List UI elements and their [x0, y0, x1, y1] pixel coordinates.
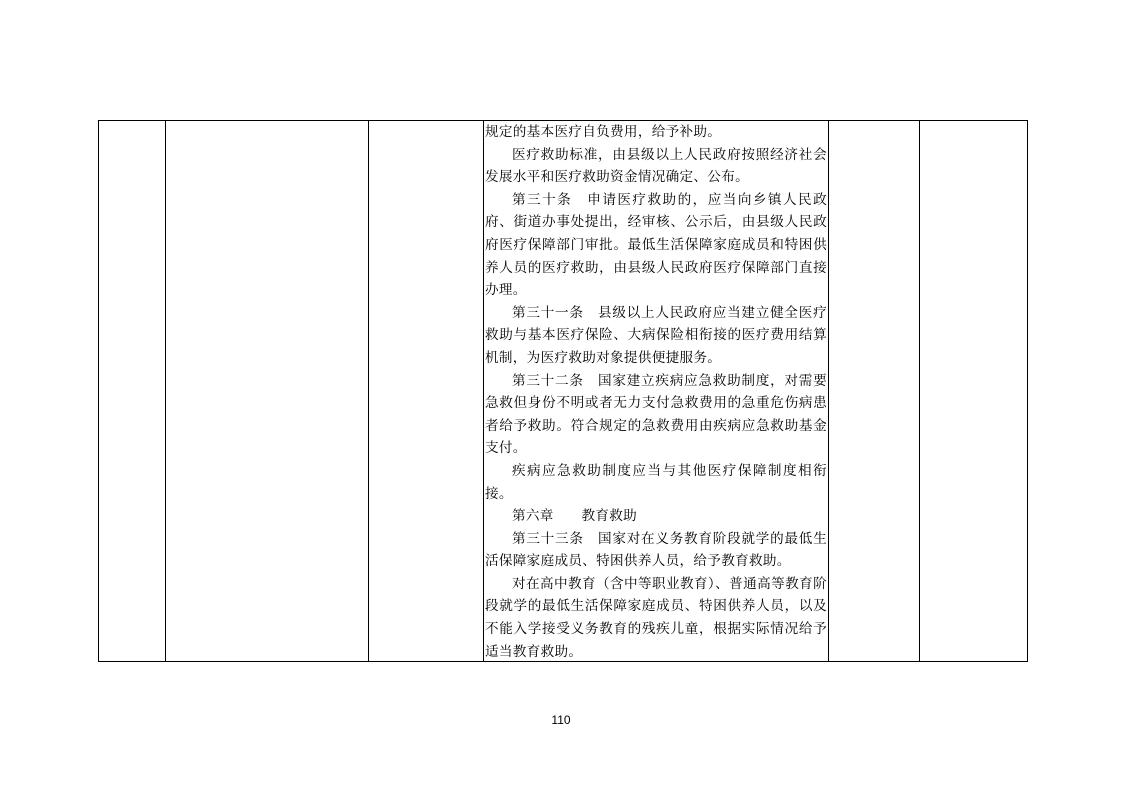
article-31: 第三十一条 县级以上人民政府应当建立健全医疗救助与基本医疗保险、大病保险相衔接的医疗费用结算机制，为医疗救助对象提供便捷服务。	[485, 304, 827, 366]
paragraph: 医疗救助标准，由县级以上人民政府按照经济社会发展水平和医疗救助资金情况确定、公布。	[485, 146, 827, 186]
paragraph: 规定的基本医疗自负费用，给予补助。	[485, 124, 722, 140]
chapter-heading: 第六章 教育救助	[512, 508, 638, 525]
table-column-divider	[483, 121, 484, 661]
article-33: 第三十三条 国家对在义务教育阶段就学的最低生活保障家庭成员、特困供养人员，给予教育救助。	[485, 530, 827, 570]
table-column-divider	[368, 121, 369, 661]
document-table	[98, 120, 1028, 662]
table-column-divider	[165, 121, 166, 661]
page-number: 110	[551, 713, 571, 727]
article-32: 第三十二条 国家建立疾病应急救助制度，对需要急救但身份不明或者无力支付急救费用的急重危伤病患者给予救助。符合规定的急救费用由疾病应急救助基金支付。	[485, 372, 827, 457]
table-column-divider	[828, 121, 829, 661]
paragraph: 对在高中教育（含中等职业教育）、普通高等教育阶段就学的最低生活保障家庭成员、特困供养人员，以及不能入学接受义务教育的残疾儿童，根据实际情况给予适当教育救助。	[485, 575, 827, 660]
regulation-text-cell	[485, 121, 827, 661]
article-30: 第三十条 申请医疗救助的，应当向乡镇人民政府、街道办事处提出，经审核、公示后，由县级人民政府医疗保障部门审批。最低生活保障家庭成员和特困供养人员的医疗救助，由县级人民政府医疗保障部门直接办理。	[485, 191, 827, 299]
table-column-divider	[919, 121, 920, 661]
paragraph: 疾病应急救助制度应当与其他医疗保障制度相衔接。	[485, 462, 827, 502]
